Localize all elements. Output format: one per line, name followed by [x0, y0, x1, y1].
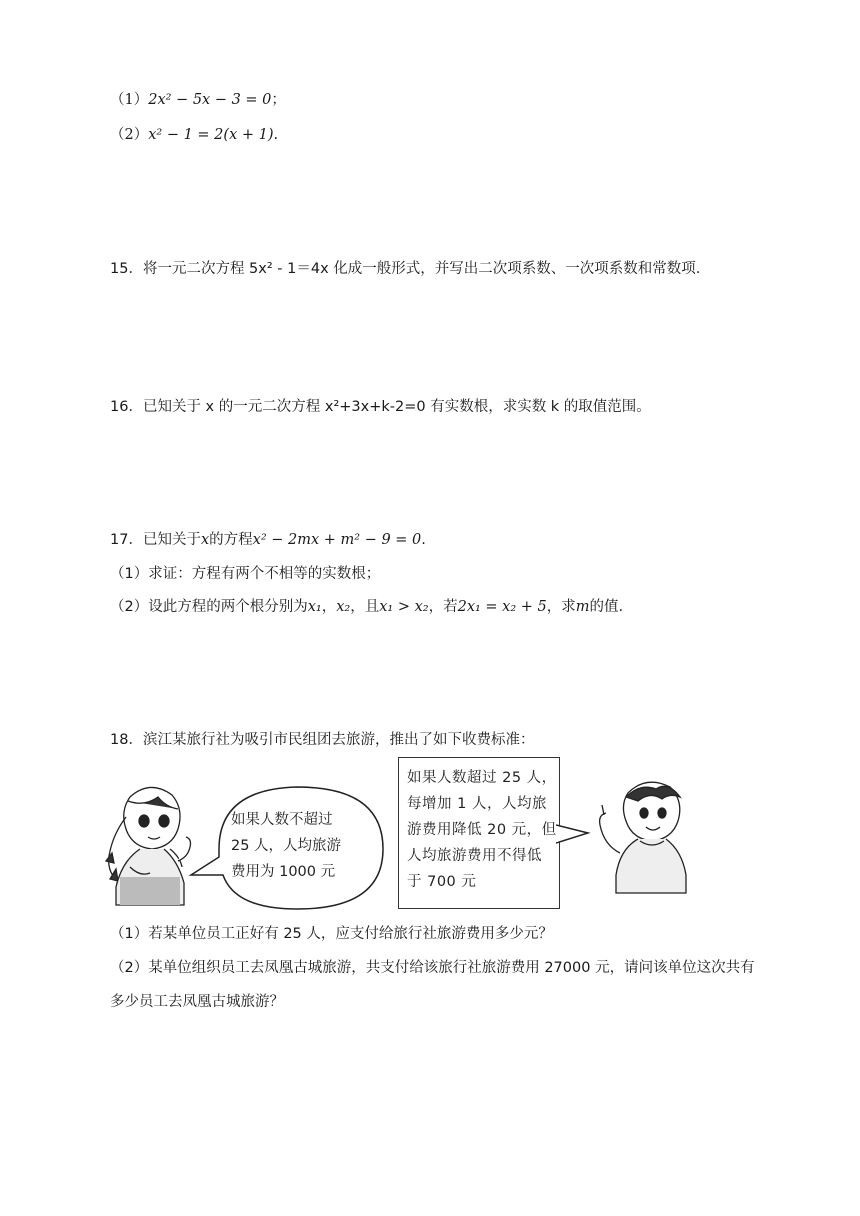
boy-illustration	[590, 775, 690, 895]
subquestion-2-equation	[110, 125, 278, 145]
right-box-line: 人均旅游费用不得低	[407, 848, 542, 864]
punct: ；	[271, 92, 286, 108]
q17-2-text-e: 的值.	[589, 599, 624, 615]
right-box-line: 如果人数超过 25 人，	[407, 770, 557, 786]
question-18-part-2-cont: 多少员工去凤凰古城旅游？	[110, 994, 284, 1010]
left-bubble-line: 费用为 1000 元	[231, 864, 336, 880]
root-x1: x₁	[307, 599, 322, 615]
left-bubble-text	[231, 807, 371, 885]
q17-2-text-d: ，求	[546, 599, 576, 615]
question-17-part-1: （1）求证：方程有两个不相等的实数根；	[110, 566, 381, 582]
q17-2-text-c: ，若	[428, 599, 458, 615]
sub-label: （1）	[110, 92, 149, 108]
right-box-line: 游费用降低 20 元，但	[407, 822, 557, 838]
pricing-illustration	[100, 757, 690, 915]
q17-2-sep: ，	[321, 599, 337, 615]
equation-text: x² − 1 = 2(x + 1)	[148, 127, 274, 143]
right-box-line: 每增加 1 人，人均旅	[407, 796, 547, 812]
q17-prefix: 17．已知关于	[110, 532, 201, 548]
subquestion-1-equation	[110, 90, 286, 110]
question-16: 16．已知关于 x 的一元二次方程 x²+3x+k-2=0 有实数根，求实数 k 的取值范围。	[110, 399, 651, 415]
girl-illustration	[100, 777, 195, 907]
question-17	[110, 530, 426, 550]
question-17-part-2	[110, 597, 623, 617]
punct: .	[273, 127, 279, 143]
q17-end: .	[421, 532, 426, 548]
right-box-text	[407, 765, 557, 895]
question-15: 15．将一元二次方程 5x² - 1＝4x 化成一般形式，并写出二次项系数、一次项系数和常数项.	[110, 261, 701, 277]
equation-text: 2x² − 5x − 3 = 0	[148, 92, 272, 108]
question-18-part-2: （2）某单位组织员工去凤凰古城旅游，共支付给该旅行社旅游费用 27000 元，请问该单位这次共有	[110, 960, 755, 976]
q17-2-text-a: （2）设此方程的两个根分别为	[110, 599, 308, 615]
question-18: 18．滨江某旅行社为吸引市民组团去旅游，推出了如下收费标准：	[110, 732, 535, 748]
var-m: m	[575, 599, 590, 615]
q17-var: x	[200, 532, 210, 548]
root-x2: x₂	[336, 599, 351, 615]
inequality: x₁ > x₂	[379, 599, 429, 615]
q17-2-text-b: ，且	[350, 599, 380, 615]
question-18-part-1: （1）若某单位员工正好有 25 人，应支付给旅行社旅游费用多少元？	[110, 926, 553, 942]
left-bubble-line: 如果人数不超过	[231, 812, 333, 828]
condition-equation: 2x₁ = x₂ + 5	[457, 599, 547, 615]
box-pointer	[556, 819, 592, 849]
right-box-line: 于 700 元	[407, 874, 477, 890]
sub-label: （2）	[110, 127, 149, 143]
q17-equation: x² − 2mx + m² − 9 = 0	[252, 532, 422, 548]
left-bubble-line: 25 人，人均旅游	[231, 838, 342, 854]
q17-mid: 的方程	[209, 532, 253, 548]
